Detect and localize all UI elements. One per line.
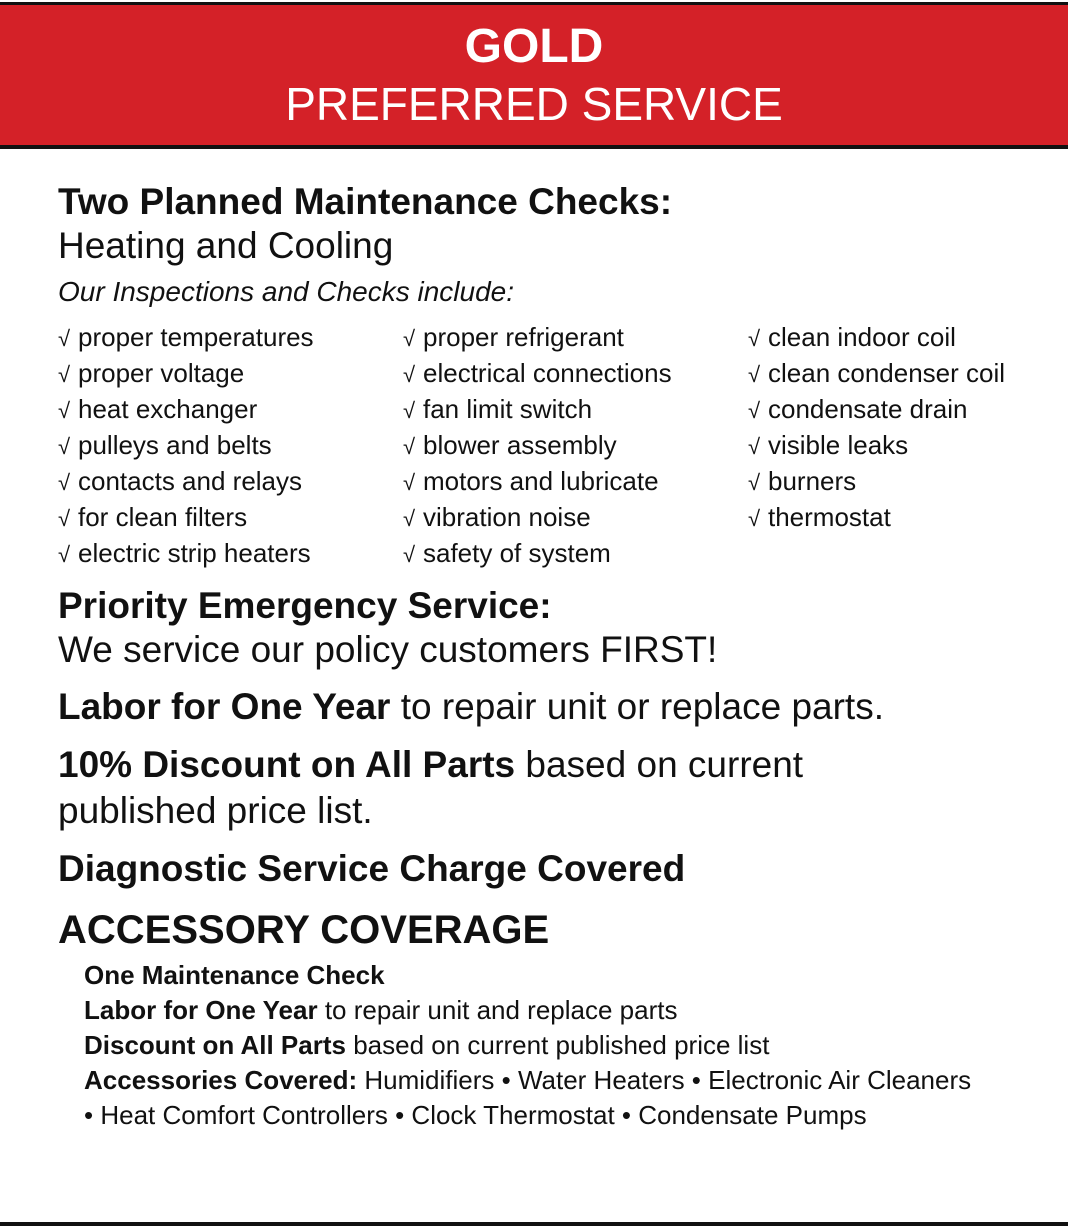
- accessory-labor-text: to repair unit and replace parts: [317, 995, 678, 1025]
- checklist-item: [58, 320, 403, 356]
- checklist-item: [748, 356, 1048, 392]
- labor-line: [58, 684, 1058, 730]
- checklist-item-label: condensate drain: [768, 394, 968, 424]
- accessory-covered-2: [84, 1098, 1058, 1133]
- check-mark-icon: √: [58, 434, 71, 459]
- check-mark-icon: √: [403, 470, 416, 495]
- emergency-title: Priority Emergency Service:: [58, 585, 552, 626]
- accessory-discount-text: based on current published price list: [345, 1030, 770, 1060]
- accessory-check: [84, 958, 1058, 993]
- checklist-column-2: [403, 320, 748, 572]
- inspections-intro: Our Inspections and Checks include:: [58, 276, 515, 307]
- checklist-item: [403, 392, 748, 428]
- checklist-item-label: vibration noise: [423, 502, 591, 532]
- check-mark-icon: √: [748, 470, 761, 495]
- check-mark-icon: √: [403, 434, 416, 459]
- check-mark-icon: √: [403, 326, 416, 351]
- discount-text: based on current: [515, 744, 804, 785]
- check-mark-icon: √: [58, 506, 71, 531]
- discount-bold: 10% Discount on All Parts: [58, 744, 516, 785]
- accessory-covered: [84, 1063, 1058, 1098]
- discount-line: [58, 742, 1058, 834]
- checklist-item-label: for clean filters: [78, 502, 248, 532]
- checklist-item-label: proper refrigerant: [423, 322, 624, 352]
- labor-bold: Labor for One Year: [58, 686, 391, 727]
- maintenance-title: Two Planned Maintenance Checks:: [58, 181, 673, 222]
- check-mark-icon: √: [58, 470, 71, 495]
- accessory-title: ACCESSORY COVERAGE: [58, 908, 550, 952]
- diagnostic-bold: Diagnostic Service Charge Covered: [58, 848, 686, 889]
- accessory-covered-bold: Accessories Covered:: [84, 1065, 358, 1095]
- plan-title: GOLD: [464, 20, 604, 73]
- checklist-item-label: heat exchanger: [78, 394, 258, 424]
- accessory-labor: [84, 993, 1058, 1028]
- check-mark-icon: √: [58, 326, 71, 351]
- plan-subtitle: PREFERRED SERVICE: [285, 78, 783, 130]
- checklist: [58, 320, 1058, 572]
- header-banner: [0, 2, 1068, 149]
- check-mark-icon: √: [403, 506, 416, 531]
- checklist-item-label: clean indoor coil: [768, 322, 956, 352]
- checklist-item-label: safety of system: [423, 538, 611, 568]
- checklist-item: [403, 536, 748, 572]
- check-mark-icon: √: [403, 398, 416, 423]
- checklist-item: [58, 356, 403, 392]
- accessory-discount-bold: Discount on All Parts: [84, 1030, 346, 1060]
- checklist-item: [403, 320, 748, 356]
- checklist-item: [748, 428, 1048, 464]
- checklist-column-3: [748, 320, 1048, 572]
- check-mark-icon: √: [748, 434, 761, 459]
- emergency-text: We service our policy customers FIRST!: [58, 629, 718, 670]
- discount-text-2: published price list.: [58, 790, 373, 831]
- accessory-labor-bold: Labor for One Year: [84, 995, 318, 1025]
- accessory-check-bold: One Maintenance Check: [84, 960, 385, 990]
- checklist-item-label: visible leaks: [768, 430, 909, 460]
- checklist-item-label: blower assembly: [423, 430, 617, 460]
- labor-text: to repair unit or replace parts.: [390, 686, 884, 727]
- content: [58, 180, 1058, 1133]
- check-mark-icon: √: [748, 398, 761, 423]
- checklist-item-label: clean condenser coil: [768, 358, 1006, 388]
- checklist-item: [403, 500, 748, 536]
- accessory-covered-text-2: • Heat Comfort Controllers • Clock Thermostat • Condensate Pumps: [84, 1100, 867, 1130]
- accessory-discount: [84, 1028, 1058, 1063]
- checklist-item-label: burners: [768, 466, 857, 496]
- checklist-item: [748, 392, 1048, 428]
- checklist-item-label: thermostat: [768, 502, 891, 532]
- diagnostic-line: [58, 846, 1058, 892]
- checklist-item: [58, 428, 403, 464]
- checklist-item-label: electric strip heaters: [78, 538, 311, 568]
- accessory-covered-text: Humidifiers • Water Heaters • Electronic Air Cleaners: [357, 1065, 972, 1095]
- check-mark-icon: √: [58, 362, 71, 387]
- checklist-item: [403, 356, 748, 392]
- checklist-item-label: fan limit switch: [423, 394, 593, 424]
- checklist-item: [748, 500, 1048, 536]
- checklist-item-label: contacts and relays: [78, 466, 303, 496]
- check-mark-icon: √: [58, 542, 71, 567]
- checklist-item-label: proper temperatures: [78, 322, 314, 352]
- emergency-section: [58, 584, 1058, 672]
- accessory-list: [84, 958, 1058, 1133]
- checklist-item: [748, 464, 1048, 500]
- check-mark-icon: √: [748, 506, 761, 531]
- checklist-item: [58, 536, 403, 572]
- checklist-item: [58, 392, 403, 428]
- check-mark-icon: √: [58, 398, 71, 423]
- checklist-item-label: motors and lubricate: [423, 466, 659, 496]
- checklist-item-label: pulleys and belts: [78, 430, 272, 460]
- checklist-item: [403, 428, 748, 464]
- check-mark-icon: √: [748, 362, 761, 387]
- checklist-item: [58, 500, 403, 536]
- checklist-item-label: electrical connections: [423, 358, 672, 388]
- checklist-item: [58, 464, 403, 500]
- checklist-item-label: proper voltage: [78, 358, 245, 388]
- checklist-item: [748, 320, 1048, 356]
- check-mark-icon: √: [403, 362, 416, 387]
- check-mark-icon: √: [748, 326, 761, 351]
- bottom-rule: [0, 1222, 1068, 1226]
- maintenance-subtitle: Heating and Cooling: [58, 225, 394, 266]
- check-mark-icon: √: [403, 542, 416, 567]
- checklist-column-1: [58, 320, 403, 572]
- checklist-item: [403, 464, 748, 500]
